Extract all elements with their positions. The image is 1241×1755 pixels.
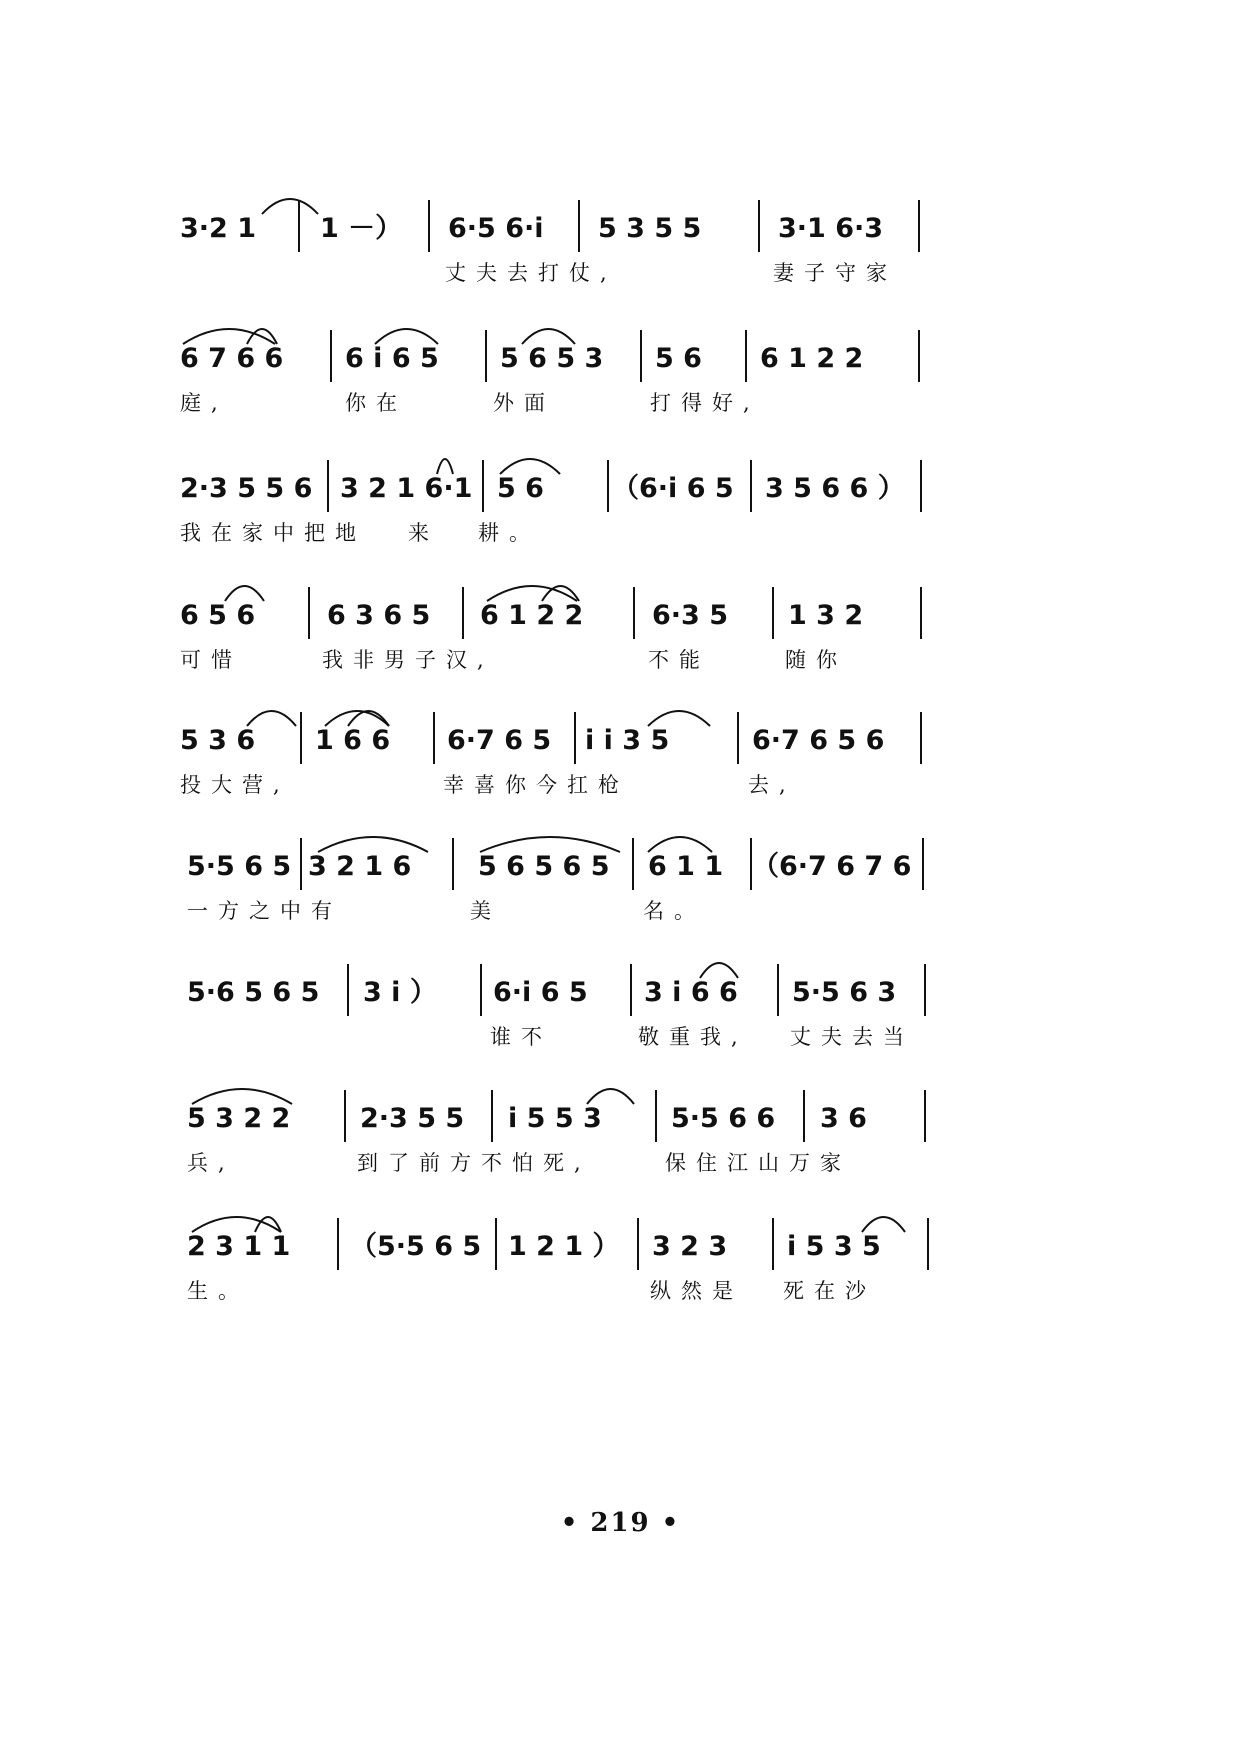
lyric-text: 外面 — [493, 391, 555, 415]
lyric-text: 不能 — [648, 648, 710, 672]
notation-measure: 6 1 2 2 — [760, 343, 864, 374]
lyric-text: 纵然是 — [650, 1279, 743, 1303]
barline — [745, 330, 747, 382]
barline — [578, 200, 580, 252]
notation-measure: 3·1 6·3 — [778, 213, 884, 244]
lyric-text: 美 — [470, 899, 501, 923]
notation-measure: 5 6 — [497, 473, 544, 504]
barline — [428, 200, 430, 252]
notation-measure: 5·5 6 5 — [187, 851, 292, 882]
notation-measure: 3·2 1 — [180, 213, 257, 244]
barline — [462, 587, 464, 639]
score-system — [0, 722, 1241, 852]
lyric-text: 敬重我, — [638, 1025, 748, 1049]
notation-measure: 1 3 2 — [788, 600, 864, 631]
barline — [924, 964, 926, 1016]
notation-measure: 5·6 5 6 5 — [187, 977, 320, 1008]
lyric-text: 兵, — [187, 1151, 235, 1175]
notation-measure: 3 6 — [820, 1103, 867, 1134]
notation-measure: 3 2 1 6·1 — [340, 473, 473, 504]
page-number: • 219 • — [560, 1508, 681, 1538]
barline — [637, 1218, 639, 1270]
barline — [737, 712, 739, 764]
lyric-text: 生。 — [187, 1279, 249, 1303]
notation-measure: 3 5 6 6 ） — [765, 473, 905, 504]
barline — [758, 200, 760, 252]
barline — [924, 1090, 926, 1142]
notation-measure: 3 i 6 6 — [644, 977, 738, 1008]
notation-measure: 2 3 1 1 — [187, 1231, 291, 1262]
notation-measure: 5 3 5 5 — [598, 213, 702, 244]
barline — [750, 838, 752, 890]
lyric-text: 妻子守家 — [773, 261, 897, 285]
barline — [803, 1090, 805, 1142]
barline — [485, 330, 487, 382]
score-system — [0, 597, 1241, 727]
lyric-text: 丈夫去打仗, — [445, 261, 617, 285]
notation-measure: 3 2 3 — [652, 1231, 728, 1262]
barline — [640, 330, 642, 382]
notation-measure: 5·5 6 3 — [792, 977, 897, 1008]
barline — [347, 964, 349, 1016]
notation-measure: i 5 3 5 — [787, 1231, 881, 1262]
barline — [632, 838, 634, 890]
notation-measure: 6 1 2 2 — [480, 600, 584, 631]
notation-measure: 6 5 6 — [180, 600, 256, 631]
barline — [772, 587, 774, 639]
lyric-text: 到了前方不怕死, — [357, 1151, 591, 1175]
notation-measure: i i 3 5 — [585, 725, 670, 756]
notation-measure: 5 3 2 2 — [187, 1103, 291, 1134]
barline — [927, 1218, 929, 1270]
notation-measure: i 5 5 3 — [508, 1103, 602, 1134]
lyric-text: 来 — [408, 521, 439, 545]
lyric-text: 去, — [748, 773, 796, 797]
lyric-text: 随你 — [785, 648, 847, 672]
score-system — [0, 1228, 1241, 1358]
notation-measure: 6·3 5 — [652, 600, 729, 631]
lyric-text: 我非男子汉, — [322, 648, 494, 672]
notation-measure: （5·5 6 5 — [350, 1231, 482, 1262]
barline — [495, 1218, 497, 1270]
slur-arc — [262, 199, 318, 214]
barline — [918, 200, 920, 252]
notation-measure: 5·5 6 6 — [671, 1103, 776, 1134]
notation-measure: 6·7 6 5 — [447, 725, 552, 756]
barline — [433, 712, 435, 764]
barline — [630, 964, 632, 1016]
notation-measure: 5 6 — [655, 343, 702, 374]
barline — [922, 838, 924, 890]
score-system — [0, 210, 1241, 340]
lyric-text: 打得好, — [650, 391, 760, 415]
lyric-text: 可惜 — [180, 648, 242, 672]
lyric-text: 一方之中有 — [187, 899, 342, 923]
notation-measure: 6·7 6 5 6 — [752, 725, 885, 756]
notation-measure: 1 －） — [320, 213, 403, 244]
barline — [920, 460, 922, 512]
lyric-text: 丈夫去当 — [790, 1025, 914, 1049]
barline — [920, 712, 922, 764]
barline — [452, 838, 454, 890]
notation-measure: 6 1 1 — [648, 851, 724, 882]
lyric-text: 你在 — [345, 391, 407, 415]
barline — [337, 1218, 339, 1270]
lyric-text: 谁不 — [490, 1025, 552, 1049]
score-system — [0, 974, 1241, 1104]
notation-measure: 2·3 5 5 6 — [180, 473, 313, 504]
barline — [308, 587, 310, 639]
notation-measure: 3 2 1 6 — [308, 851, 412, 882]
lyric-text: 庭, — [180, 391, 228, 415]
notation-measure: 5 6 5 3 — [500, 343, 604, 374]
barline — [574, 712, 576, 764]
lyric-text: 耕。 — [478, 521, 540, 545]
barline — [920, 587, 922, 639]
notation-measure: 3 i ） — [363, 977, 437, 1008]
barline — [750, 460, 752, 512]
notation-measure: 6 7 6 6 — [180, 343, 284, 374]
barline — [330, 330, 332, 382]
notation-measure: 2·3 5 5 — [360, 1103, 465, 1134]
score-system — [0, 470, 1241, 600]
barline — [300, 838, 302, 890]
notation-measure: 5 3 6 — [180, 725, 256, 756]
barline — [777, 964, 779, 1016]
barline — [327, 460, 329, 512]
lyric-text: 幸喜你今扛枪 — [443, 773, 629, 797]
notation-measure: 6·5 6·i — [448, 213, 544, 244]
lyric-text: 保住江山万家 — [665, 1151, 851, 1175]
lyric-text: 死在沙 — [783, 1279, 876, 1303]
score-system — [0, 1100, 1241, 1230]
barline — [918, 330, 920, 382]
barline — [633, 587, 635, 639]
barline — [344, 1090, 346, 1142]
notation-measure: 6 3 6 5 — [327, 600, 431, 631]
lyric-text: 名。 — [643, 899, 705, 923]
notation-measure: （6·7 6 7 6 — [752, 851, 912, 882]
barline — [772, 1218, 774, 1270]
barline — [480, 964, 482, 1016]
barline — [607, 460, 609, 512]
notation-measure: 6·i 6 5 — [493, 977, 588, 1008]
lyric-text: 我在家中把地 — [180, 521, 366, 545]
barline — [655, 1090, 657, 1142]
notation-measure: 1 2 1 ） — [508, 1231, 620, 1262]
notation-measure: 6 i 6 5 — [345, 343, 439, 374]
barline — [491, 1090, 493, 1142]
notation-measure: 5 6 5 6 5 — [478, 851, 610, 882]
barline — [300, 712, 302, 764]
score-system — [0, 340, 1241, 470]
lyric-text: 投大营, — [180, 773, 290, 797]
notation-measure: （6·i 6 5 — [612, 473, 734, 504]
notation-measure: 1 6 6 — [315, 725, 391, 756]
score-system — [0, 848, 1241, 978]
barline — [482, 460, 484, 512]
barline — [298, 200, 300, 252]
